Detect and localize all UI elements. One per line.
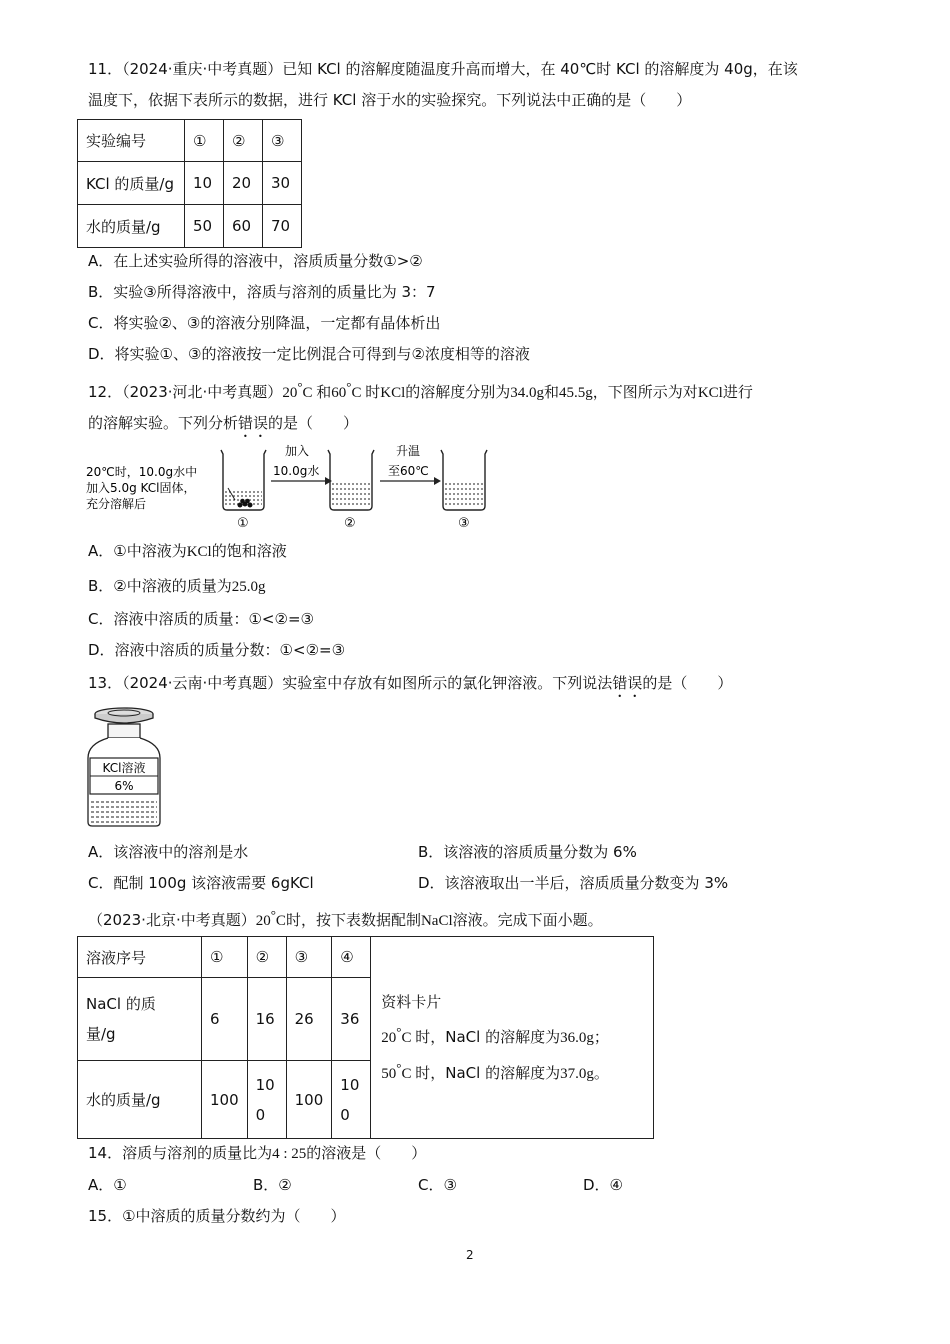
q11-table [77,119,302,248]
q11-cell: 10 [185,162,224,205]
q12-stem-line1: 12．（2023·河北·中考真题）20°C 和60°C 时KCl的溶解度分别为34.0g和45.5g，下图所示为对KCl进行 [88,379,753,401]
beaker-3 [441,450,487,510]
q11-stem-line1: 11．（2024·重庆·中考真题）已知 KCl 的溶解度随温度升高而增大，在 40℃时 KCl 的溶解度为 40g，在该 [88,60,798,78]
q14-option-a: A．① [88,1176,127,1194]
arrow1-label-top: 加入 [285,444,310,458]
figure-desc-line: 20℃时，10.0g水中 [86,465,198,479]
q11-cell: 50 [185,205,224,248]
nacl-cell: 36 [332,978,371,1061]
kcl-bottle-figure [84,702,164,830]
nacl-cell: 6 [202,978,248,1061]
arrow1-label-bottom: 10.0g水 [273,464,320,478]
nacl-cell: ① [202,937,248,978]
arrow2-label-top: 升温 [396,444,421,458]
q11-option-c: C．将实验②、③的溶液分别降温，一定都有晶体析出 [88,314,441,332]
data-card [371,937,654,1139]
nacl-cell: 100 [202,1061,248,1139]
beaker-label: ① [237,516,249,531]
q12-option-b: B．②中溶液的质量为25.0g [88,577,266,595]
nacl-cell-label: NaCl 的质 量/g [78,978,202,1061]
nacl-cell: 10 0 [247,1061,286,1139]
q11-cell: ① [185,120,224,162]
figure-desc-line: 加入5.0g KCl固体， [86,481,196,495]
q11-option-d: D．将实验①、③的溶液按一定比例混合可得到与②浓度相等的溶液 [88,345,530,363]
q14-option-b: B．② [253,1176,292,1194]
q11-cell: 20 [224,162,263,205]
q13-option-a: A．该溶液中的溶剂是水 [88,843,249,861]
nacl-table [77,936,654,1139]
q14-stem: 14．溶质与溶剂的质量比为4 : 25的溶液是（ ） [88,1144,427,1162]
q11-stem-line2: 温度下，依据下表所示的数据，进行 KCl 溶于水的实验探究。下列说法中正确的是（ ） [88,91,692,109]
bottle-label-name: KCl溶液 [102,761,146,775]
data-card-line1: 20°C 时，NaCl 的溶解度为36.0g； [381,1023,609,1046]
q14-option-c: C．③ [418,1176,457,1194]
q11-option-b: B．实验③所得溶液中，溶质与溶剂的质量比为 3：7 [88,283,436,301]
data-card-line2: 50°C 时，NaCl 的溶解度为37.0g。 [381,1059,609,1082]
bottle-label-percent: 6% [114,779,134,793]
nacl-cell-label: 水的质量/g [78,1061,202,1139]
nacl-cell-header: 溶液序号 [78,937,202,978]
beaker-1 [221,450,266,510]
beaker-label: ③ [458,516,470,531]
beaker-2 [328,450,374,510]
q11-cell: ② [224,120,263,162]
nacl-cell: ② [247,937,286,978]
q11-cell-label: 水的质量/g [78,205,185,248]
q14-option-d: D．④ [583,1176,623,1194]
nacl-cell: ③ [286,937,332,978]
q11-cell: 60 [224,205,263,248]
q12-option-d: D．溶液中溶质的质量分数：①<②=③ [88,641,346,659]
beaker-label: ② [344,516,356,531]
q11-cell: ③ [263,120,302,162]
q12-dissolution-figure [80,440,500,532]
q11-cell-header: 实验编号 [78,120,185,162]
nacl-cell: 10 0 [332,1061,371,1139]
q11-cell-label: KCl 的质量/g [78,162,185,205]
nacl-cell: 26 [286,978,332,1061]
q11-cell: 30 [263,162,302,205]
q11-option-a: A．在上述实验所得的溶液中，溶质质量分数①>② [88,252,423,270]
group-intro: （2023·北京·中考真题）20°C时，按下表数据配制NaCl溶液。完成下面小题。 [88,907,603,929]
nacl-cell: 100 [286,1061,332,1139]
nacl-cell: ④ [332,937,371,978]
q13-option-d: D．该溶液取出一半后，溶质质量分数变为 3% [418,874,729,892]
nacl-cell: 16 [247,978,286,1061]
emphasis-error: 错误 [238,414,269,432]
q13-option-c: C．配制 100g 该溶液需要 6gKCl [88,874,314,892]
figure-desc-line: 充分溶解后 [86,497,147,511]
q13-stem: 13．（2024·云南·中考真题）实验室中存放有如图所示的氯化钾溶液。下列说法错误的是（ ） [88,674,733,692]
emphasis-error: 错误 [612,674,643,692]
arrow2-label-bottom: 至60℃ [388,464,429,478]
q11-cell: 70 [263,205,302,248]
q13-option-b: B．该溶液的溶质质量分数为 6% [418,843,637,861]
data-card-title: 资料卡片 [381,992,442,1011]
q12-option-c: C．溶液中溶质的质量：①<②=③ [88,610,314,628]
q12-option-a: A．①中溶液为KCl的饱和溶液 [88,542,287,560]
q12-stem-line2: 的溶解实验。下列分析错误的是（ ） [88,414,359,432]
page-number: 2 [466,1248,474,1262]
q15-stem: 15．①中溶质的质量分数约为（ ） [88,1207,346,1225]
